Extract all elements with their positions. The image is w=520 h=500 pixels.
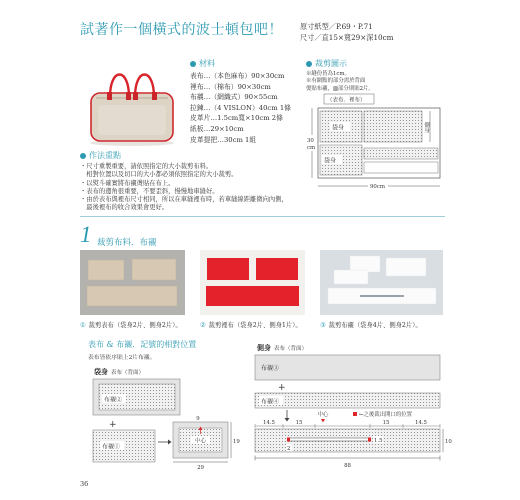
method-line: ・以熨斗確實將布襯燙貼在布上。 [80, 179, 175, 187]
photo-lining-fabric [200, 250, 305, 315]
page-title: 試著作一個橫式的波士頓包吧！ [80, 22, 283, 38]
bag-front-panel [98, 105, 166, 135]
method-line: 相對位置以及切口的大小都必須依照指定的大小裁剪。 [80, 171, 238, 179]
caption-text: 裁剪布襯（袋身4片、側身2片）。 [328, 322, 422, 329]
list-item: 布襯…（網織式）90×55cm [190, 93, 278, 102]
cutting-heading [306, 58, 374, 69]
body-label: 袋身 [94, 367, 108, 376]
page-number: 36 [80, 480, 89, 488]
method-heading [80, 150, 288, 161]
fabric-piece [206, 286, 299, 306]
center-label: 中心 [317, 412, 329, 418]
pattern-reference: 原寸紙型／P.69・P.71 [300, 22, 373, 31]
fabric-piece [87, 286, 177, 306]
materials-heading-text: 材料 [199, 59, 215, 68]
interfacing-piece [350, 256, 380, 272]
center-label: 中心 [195, 438, 206, 445]
photo-interfacing [320, 250, 443, 315]
cutting-notes [306, 71, 374, 93]
list-item: 紙板…29×10cm [190, 124, 244, 133]
caption-number: ② [200, 322, 206, 329]
interfacing-piece [386, 258, 426, 276]
cutting-heading-text: 裁剪圖示 [315, 59, 347, 68]
step-number: 1 [80, 222, 92, 247]
dim-length: 88 [344, 463, 351, 469]
method-list [80, 163, 288, 213]
cutting-layout-diagram [306, 92, 446, 197]
caption-text: 裁剪裡布（袋身2片、側身1片）。 [208, 322, 302, 329]
dim-small: 2 [287, 446, 291, 452]
handle-tab [126, 92, 131, 100]
gusset-strip [364, 148, 438, 159]
dim-top: 14.5 [262, 420, 276, 426]
fabric-piece [256, 258, 298, 280]
arrow-right-icon [158, 440, 172, 445]
interfacing-piece [334, 270, 368, 284]
fabric-piece [88, 260, 124, 280]
cutting-note: ※有網點的部分需於背面 [306, 78, 366, 85]
method-section [80, 150, 288, 213]
height-value: 30 [307, 138, 314, 144]
caption-text: 裁剪表布（袋身2片、側身2片）。 [88, 322, 182, 329]
marks-note: 表布皆依序貼上2片布襯。 [88, 355, 156, 361]
cutting-note: 燙貼布襯，▨部分則貼2片。 [306, 85, 374, 92]
bullet-icon [190, 61, 196, 67]
marks-heading: 表布 & 布襯．記號的相對位置 [88, 340, 197, 349]
dim-slot: 1.5 [374, 438, 383, 444]
slot-end-marker-icon [287, 438, 290, 442]
slot-end-marker-icon [368, 438, 371, 442]
cutting-note: ※縫份皆為1cm。 [306, 71, 350, 77]
dim-bottom: 29 [197, 465, 204, 471]
outer-fabric-wrong-side [255, 355, 440, 380]
interfacing-label: 布襯② [104, 396, 123, 404]
top-dimension-line [255, 424, 440, 428]
materials-list [190, 71, 291, 145]
interfacing-label: 布襯③ [261, 365, 280, 372]
method-line: ・表布的邊角很重要，不要歪斜，慢慢地車縫好。 [80, 187, 219, 195]
pattern-info [300, 21, 393, 43]
method-line: 最後裡布的收合效果會更好。 [80, 204, 169, 212]
body-sublabel: 表布（背面） [111, 370, 145, 376]
handle-tab [107, 92, 112, 100]
arrow-down-icon [285, 410, 290, 422]
bullet-icon [306, 61, 312, 67]
method-heading-text: 作法重點 [89, 151, 121, 160]
materials-heading [190, 58, 291, 69]
interfacing-label: 布襯① [102, 443, 121, 451]
interfacing-label: 布襯④ [261, 398, 280, 406]
opening-note: ←之後裁出開口的位置 [359, 412, 413, 418]
dim-top: 9 [196, 416, 200, 422]
bullet-icon [80, 153, 86, 159]
handle-tab [133, 92, 138, 100]
bag-photo [80, 57, 183, 150]
body-marking-diagram [80, 362, 245, 472]
list-item: 裡布…（棉布）90×30cm [190, 82, 271, 91]
finished-size: 尺寸／直15×寬29×深10cm [300, 33, 394, 42]
opening-marker-icon [353, 412, 357, 416]
method-line: ・尺寸重製重要，請依照指定的大小裁剪布料。 [80, 163, 213, 170]
caption-number: ③ [320, 322, 326, 329]
fabric-piece [132, 259, 176, 280]
cutting-section [306, 58, 374, 93]
list-item: 皮革提把…30cm 1組 [190, 135, 257, 144]
section-divider [80, 216, 445, 217]
opening-slot [360, 295, 404, 297]
center-marker-icon [321, 419, 325, 423]
photo-caption [80, 320, 182, 329]
photo-caption [200, 320, 302, 329]
body-piece [364, 111, 422, 142]
step-title: 裁剪布料．布襯 [97, 238, 157, 248]
opening-slot [289, 438, 369, 441]
dim-top: 15 [382, 420, 390, 426]
list-item: 皮革片…1.5cm寬×10cm 2條 [190, 114, 283, 123]
gusset-piece-label: 側身 [423, 122, 429, 133]
height-unit: cm [307, 145, 316, 151]
plus-sign: + [109, 420, 117, 430]
list-item: 表布…（本色麻布）90×30cm [190, 72, 285, 80]
length-dimension-line [255, 456, 440, 461]
materials-section [190, 58, 291, 145]
dim-height: 10 [445, 439, 452, 445]
dim-top: 15 [295, 420, 303, 426]
fabric-label: （表布．裡布） [327, 97, 366, 104]
plus-sign: + [278, 383, 286, 393]
fabric-piece [207, 258, 249, 280]
photo-outer-fabric [80, 250, 185, 315]
body-piece-label: 袋身 [332, 124, 345, 132]
gusset-strip [364, 162, 438, 173]
gusset-sublabel: 表布（背面） [274, 346, 308, 352]
photo-caption [320, 320, 422, 329]
dim-side: 19 [233, 439, 240, 445]
list-item: 拉鍊…（4 VISLON）40cm 1條 [190, 103, 291, 112]
caption-number: ① [80, 322, 86, 329]
body-piece-label: 袋身 [324, 157, 337, 165]
width-value: 90cm [370, 184, 385, 190]
method-line: ・由於表布與裡布尺寸相同，所以在車縫裡布時，若車縫線距離微向內側， [80, 196, 288, 204]
handle-tab [152, 92, 157, 100]
gusset-marking-diagram [245, 338, 453, 472]
gusset-label: 側身 [257, 343, 271, 352]
dim-top: 14.5 [414, 420, 428, 426]
